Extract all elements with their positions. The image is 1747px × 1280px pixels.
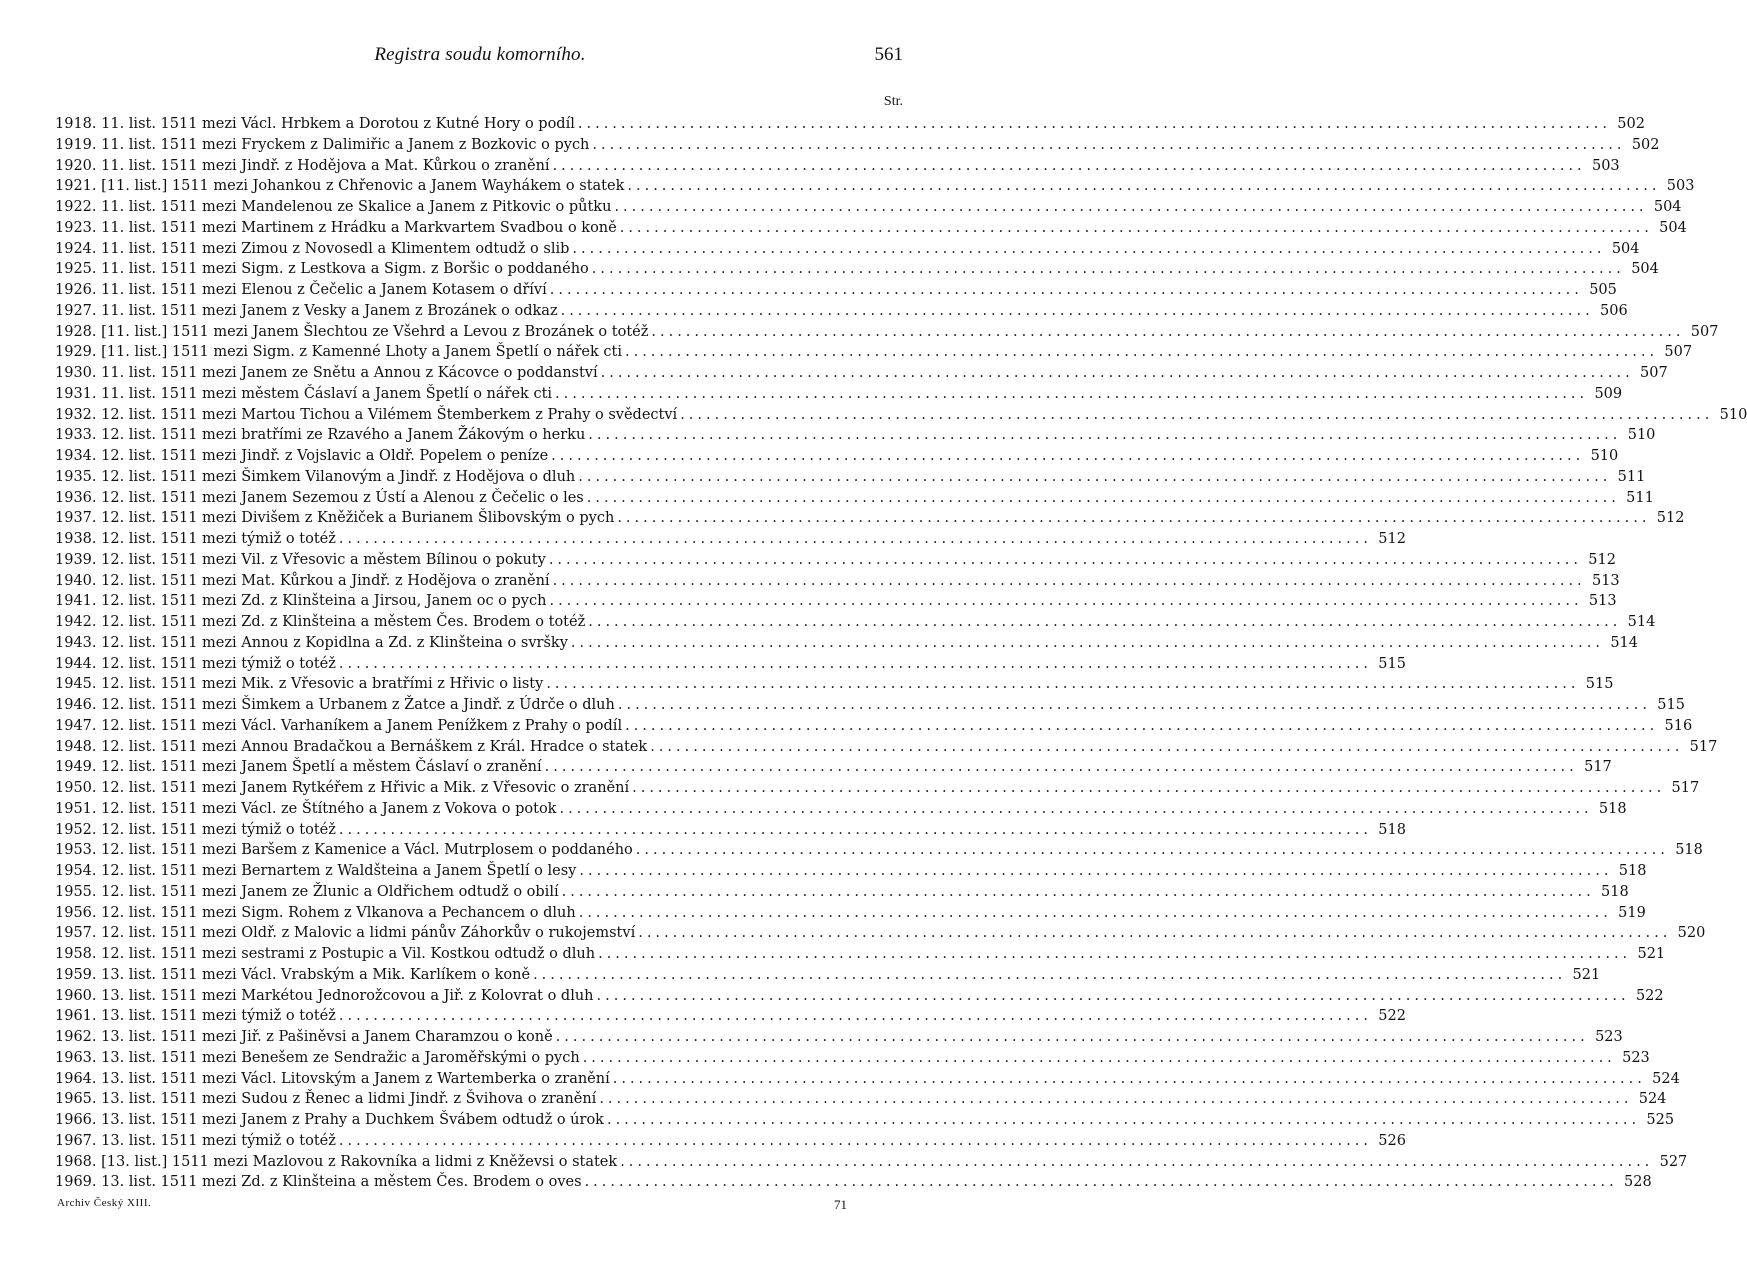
- register-entry: [55, 946, 1666, 967]
- entry-text: 1936. 12. list. 1511 mezi Janem Sezemou z Ústí a Alenou z Čečelic o les: [55, 489, 584, 506]
- dot-leader: ........................................................................................................................: [586, 489, 1620, 506]
- entry-page: 511: [1617, 468, 1646, 485]
- entry-text: 1967. 13. list. 1511 mezi týmiž o totéž: [55, 1132, 336, 1149]
- dot-leader: ........................................................................................................................: [619, 219, 1653, 236]
- entry-page: 510: [1590, 448, 1619, 464]
- register-entry: [55, 1174, 1652, 1195]
- dot-leader: ........................................................................................................................: [650, 738, 1684, 755]
- entry-text: 1956. 12. list. 1511 mezi Sigm. Rohem z Vlkanova a Pechancem o dluh: [55, 904, 576, 921]
- entry-text: 1919. 11. list. 1511 mezi Fryckem z Dalimiřic a Janem z Bozkovic o pych: [55, 136, 590, 153]
- register-entry: [55, 987, 1664, 1009]
- entry-text: 1954. 12. list. 1511 mezi Bernartem z Waldšteina a Janem Špetlí o lesy: [55, 863, 577, 879]
- dot-leader: ........................................................................................................................: [578, 468, 1612, 485]
- dot-leader: ........................................................................................................................: [651, 323, 1685, 340]
- entry-text: 1932. 12. list. 1511 mezi Martou Tichou a Vilémem Štemberkem z Prahy o svědectví: [55, 406, 678, 423]
- entry-page: 512: [1656, 510, 1685, 527]
- register-entry: [55, 136, 1660, 158]
- register-entry: [55, 759, 1612, 780]
- dot-leader: ........................................................................................................................: [578, 904, 1612, 921]
- entry-page: 506: [1600, 302, 1628, 319]
- dot-leader: ........................................................................................................................: [600, 365, 1634, 381]
- register-entry: [55, 385, 1623, 407]
- register-entry: [55, 1112, 1675, 1133]
- register-entry: [55, 302, 1628, 324]
- entry-text: 1939. 12. list. 1511 mezi Vil. z Vřesovic a městem Bílinou o pokuty: [55, 551, 546, 568]
- dot-leader: ........................................................................................................................: [555, 385, 1589, 402]
- register-entry: [55, 800, 1627, 822]
- entry-page: 518: [1601, 883, 1629, 900]
- entry-page: 505: [1589, 282, 1617, 298]
- entry-page: 528: [1624, 1174, 1652, 1191]
- entry-text: 1951. 12. list. 1511 mezi Václ. ze Štítného a Janem z Vokova o potok: [55, 800, 557, 817]
- register-entry: [55, 883, 1629, 905]
- page-column-heading: Str.: [883, 94, 903, 109]
- register-entry: [55, 1132, 1406, 1154]
- entry-text: 1964. 13. list. 1511 mezi Václ. Litovským a Janem z Wartemberka o zranění: [55, 1070, 610, 1087]
- register-entry: [55, 572, 1620, 594]
- dot-leader: ........................................................................................................................: [533, 966, 1567, 983]
- dot-leader: ........................................................................................................................: [338, 821, 1372, 838]
- entry-text: 1941. 12. list. 1511 mezi Zd. z Klinšteina a Jirsou, Janem oc o pych: [55, 593, 547, 610]
- entry-text: 1944. 12. list. 1511 mezi týmiž o totéž: [55, 655, 336, 672]
- entry-page: 516: [1664, 717, 1693, 734]
- entry-text: 1940. 12. list. 1511 mezi Mat. Kůrkou a Jindř. z Hodějova o zranění: [55, 572, 550, 589]
- register-entry: [55, 116, 1645, 137]
- register-entry: [55, 344, 1693, 365]
- register-entry: [55, 1153, 1688, 1175]
- entry-text: 1922. 11. list. 1511 mezi Mandelenou ze Skalice a Janem z Pitkovic o půtku: [55, 199, 612, 215]
- register-entry: [55, 510, 1685, 531]
- dot-leader: ........................................................................................................................: [551, 448, 1585, 464]
- dot-leader: ........................................................................................................................: [614, 199, 1648, 215]
- register-entry: [55, 178, 1695, 199]
- entry-text: 1935. 12. list. 1511 mezi Šimkem Vilanovým a Jindř. z Hodějova o dluh: [55, 468, 576, 485]
- entry-page: 510: [1719, 406, 1747, 423]
- entry-text: 1959. 13. list. 1511 mezi Václ. Vrabským a Mik. Karlíkem o koně: [55, 966, 531, 983]
- entry-page: 522: [1378, 1008, 1406, 1025]
- entry-page: 507: [1690, 323, 1719, 340]
- entry-page: 513: [1588, 593, 1617, 610]
- entry-text: 1948. 12. list. 1511 mezi Annou Bradačkou a Bernáškem z Král. Hradce o statek: [55, 738, 648, 755]
- dot-leader: ........................................................................................................................: [599, 1091, 1633, 1108]
- register-entry: [55, 1029, 1623, 1050]
- dot-leader: ........................................................................................................................: [572, 240, 1606, 257]
- entry-text: 1955. 12. list. 1511 mezi Janem ze Žlunic a Oldřichem odtudž o obilí: [55, 883, 559, 900]
- dot-leader: ........................................................................................................................: [624, 344, 1659, 361]
- entry-page: 503: [1591, 157, 1620, 174]
- entry-page: 507: [1664, 344, 1693, 361]
- entry-page: 518: [1598, 800, 1627, 817]
- register-entry: [55, 240, 1640, 262]
- entry-text: 1945. 12. list. 1511 mezi Mik. z Vřesovic a bratřími z Hřivic o listy: [55, 676, 544, 693]
- register-entry: [55, 468, 1646, 490]
- entry-page: 502: [1631, 136, 1660, 153]
- dot-leader: ........................................................................................................................: [549, 593, 1583, 610]
- dot-leader: ........................................................................................................................: [620, 1153, 1654, 1170]
- register-entry: [55, 925, 1706, 946]
- entry-page: 515: [1378, 655, 1406, 672]
- entry-page: 521: [1572, 966, 1601, 983]
- register-entry: [55, 261, 1659, 282]
- dot-leader: ........................................................................................................................: [596, 987, 1630, 1004]
- entry-page: 509: [1594, 385, 1623, 402]
- entry-page: 518: [1378, 821, 1406, 838]
- entry-page: 519: [1618, 904, 1646, 921]
- dot-leader: ........................................................................................................................: [577, 116, 1611, 132]
- register-entry: [55, 634, 1638, 656]
- page-footer: [57, 1197, 847, 1217]
- register-entry: [55, 323, 1719, 345]
- dot-leader: ........................................................................................................................: [559, 800, 1593, 817]
- entry-text: 1928. [11. list.] 1511 mezi Janem Šlechtou ze Všehrd a Levou z Brozánek o totéž: [55, 323, 649, 340]
- register-entry: [55, 282, 1617, 303]
- dot-leader: ........................................................................................................................: [606, 1112, 1641, 1128]
- dot-leader: ........................................................................................................................: [555, 1029, 1589, 1045]
- entry-page: 521: [1637, 946, 1666, 962]
- entry-page: 520: [1677, 925, 1706, 942]
- register-entry: [55, 842, 1703, 863]
- register-entry: [55, 780, 1700, 801]
- entry-text: 1937. 12. list. 1511 mezi Divišem z Kněžiček a Burianem Šlibovským o pych: [55, 510, 615, 527]
- entry-text: 1926. 11. list. 1511 mezi Elenou z Čečelic a Janem Kotasem o dříví: [55, 282, 547, 298]
- entry-page: 523: [1595, 1029, 1623, 1045]
- entry-text: 1966. 13. list. 1511 mezi Janem z Prahy a Duchkem Švábem odtudž o úrok: [55, 1112, 604, 1128]
- dot-leader: ........................................................................................................................: [635, 842, 1669, 859]
- register-entry: [55, 199, 1682, 220]
- register-entry: [55, 1008, 1406, 1029]
- entry-page: 504: [1611, 240, 1640, 257]
- dot-leader: ........................................................................................................................: [638, 925, 1672, 942]
- dot-leader: ........................................................................................................................: [612, 1070, 1646, 1087]
- dot-leader: ........................................................................................................................: [560, 302, 1594, 319]
- register-entry: [55, 676, 1614, 697]
- entry-page: 512: [1378, 531, 1406, 547]
- register-entry: [55, 365, 1668, 386]
- register-entry: [55, 697, 1685, 718]
- entry-page: 514: [1610, 634, 1638, 651]
- dot-leader: ........................................................................................................................: [582, 1049, 1616, 1066]
- dot-leader: ........................................................................................................................: [632, 780, 1666, 796]
- entry-text: 1962. 13. list. 1511 mezi Jiř. z Pašiněvsi a Janem Charamzou o koně: [55, 1029, 553, 1045]
- entry-page: 518: [1675, 842, 1703, 859]
- entry-page: 504: [1631, 261, 1659, 278]
- entry-page: 526: [1378, 1132, 1406, 1149]
- dot-leader: ........................................................................................................................: [546, 676, 1580, 693]
- entry-page: 515: [1585, 676, 1614, 693]
- dot-leader: ........................................................................................................................: [561, 883, 1595, 900]
- entry-page: 503: [1666, 178, 1695, 195]
- entry-text: 1969. 13. list. 1511 mezi Zd. z Klinšteina a městem Čes. Brodem o oves: [55, 1174, 582, 1191]
- dot-leader: ........................................................................................................................: [680, 406, 1714, 423]
- entry-text: 1931. 11. list. 1511 mezi městem Čáslaví a Janem Špetlí o nářek cti: [55, 385, 553, 402]
- register-entry: [55, 406, 1747, 428]
- entry-page: 517: [1689, 738, 1718, 755]
- entry-text: 1929. [11. list.] 1511 mezi Sigm. z Kamenné Lhoty a Janem Špetlí o nářek cti: [55, 344, 622, 361]
- entry-text: 1957. 12. list. 1511 mezi Oldř. z Malovic a lidmi pánův Záhorkův o rukojemství: [55, 925, 636, 942]
- dot-leader: ........................................................................................................................: [549, 282, 1583, 298]
- entry-page: 527: [1659, 1153, 1688, 1170]
- register-entry: [55, 655, 1406, 677]
- register-entry: [55, 904, 1646, 926]
- dot-leader: ........................................................................................................................: [338, 1132, 1372, 1149]
- entry-text: 1965. 13. list. 1511 mezi Sudou z Řenec a lidmi Jindř. z Švihova o zranění: [55, 1091, 597, 1108]
- entry-text: 1943. 12. list. 1511 mezi Annou z Kopidlna a Zd. z Klinšteina o svršky: [55, 634, 568, 651]
- register-entry: [55, 593, 1617, 614]
- dot-leader: ........................................................................................................................: [584, 1174, 1618, 1191]
- register-entry: [55, 717, 1693, 739]
- entry-page: 510: [1627, 427, 1656, 444]
- entry-page: 525: [1646, 1112, 1675, 1128]
- register-entry: [55, 1049, 1650, 1071]
- dot-leader: ........................................................................................................................: [625, 717, 1659, 734]
- dot-leader: ........................................................................................................................: [592, 136, 1626, 153]
- register-entry: [55, 489, 1654, 511]
- entry-page: 502: [1617, 116, 1645, 132]
- register-entry: [55, 738, 1718, 760]
- entry-text: 1952. 12. list. 1511 mezi týmiž o totéž: [55, 821, 336, 838]
- register-entry: [55, 157, 1620, 179]
- dot-leader: ........................................................................................................................: [570, 634, 1604, 651]
- entry-text: 1927. 11. list. 1511 mezi Janem z Vesky a Janem z Brozánek o odkaz: [55, 302, 558, 319]
- dot-leader: ........................................................................................................................: [617, 510, 1651, 527]
- entry-text: 1950. 12. list. 1511 mezi Janem Rytkéřem z Hřivic a Mik. z Vřesovic o zranění: [55, 780, 630, 796]
- entry-text: 1961. 13. list. 1511 mezi týmiž o totéž: [55, 1008, 336, 1025]
- entry-page: 524: [1652, 1070, 1680, 1087]
- entry-page: 504: [1659, 219, 1687, 236]
- entry-page: 514: [1627, 614, 1656, 630]
- entry-page: 522: [1635, 987, 1664, 1004]
- dot-leader: ........................................................................................................................: [338, 531, 1372, 547]
- dot-leader: ........................................................................................................................: [591, 261, 1625, 278]
- page-number: 561: [874, 44, 903, 65]
- register-entry: [55, 531, 1406, 552]
- register-entry: [55, 614, 1656, 635]
- dot-leader: ........................................................................................................................: [627, 178, 1661, 195]
- entry-page: 517: [1671, 780, 1700, 796]
- entry-page: 523: [1622, 1049, 1650, 1066]
- entry-page: 524: [1638, 1091, 1667, 1108]
- entry-text: 1963. 13. list. 1511 mezi Benešem ze Sendražic a Jaroměřskými o pych: [55, 1049, 580, 1066]
- entry-text: 1958. 12. list. 1511 mezi sestrami z Postupic a Vil. Kostkou odtudž o dluh: [55, 946, 596, 962]
- register-entry: [55, 551, 1616, 573]
- register-entry: [55, 966, 1601, 988]
- register-entry: [55, 1091, 1667, 1112]
- entry-text: 1918. 11. list. 1511 mezi Václ. Hrbkem a Dorotou z Kutné Hory o podíl: [55, 116, 575, 132]
- register-entry: [55, 448, 1619, 469]
- entry-page: 517: [1584, 759, 1612, 776]
- dot-leader: ........................................................................................................................: [617, 697, 1651, 713]
- entry-text: 1953. 12. list. 1511 mezi Baršem z Kamenice a Václ. Mutrplosem o poddaného: [55, 842, 633, 859]
- entry-page: 515: [1657, 697, 1685, 713]
- entry-text: 1947. 12. list. 1511 mezi Václ. Varhaníkem a Janem Penížkem z Prahy o podíl: [55, 717, 623, 734]
- entry-text: 1960. 13. list. 1511 mezi Markétou Jednorožcovou a Jiř. z Kolovrat o dluh: [55, 987, 594, 1004]
- entry-text: 1921. [11. list.] 1511 mezi Johankou z Chřenovic a Janem Wayhákem o statek: [55, 178, 625, 195]
- entry-page: 512: [1588, 551, 1616, 568]
- entry-text: 1949. 12. list. 1511 mezi Janem Špetlí a městem Čáslaví o zranění: [55, 759, 542, 776]
- dot-leader: ........................................................................................................................: [338, 655, 1372, 672]
- entry-page: 513: [1591, 572, 1620, 589]
- dot-leader: ........................................................................................................................: [544, 759, 1578, 776]
- dot-leader: ........................................................................................................................: [579, 863, 1613, 879]
- running-head: [0, 40, 960, 70]
- register-entry: [55, 821, 1406, 843]
- entry-text: 1920. 11. list. 1511 mezi Jindř. z Hodějova a Mat. Kůrkou o zranění: [55, 157, 550, 174]
- entry-page: 507: [1640, 365, 1668, 381]
- dot-leader: ........................................................................................................................: [552, 157, 1586, 174]
- running-title: Registra soudu komorního.: [374, 44, 586, 65]
- entry-text: 1946. 12. list. 1511 mezi Šimkem a Urbanem z Žatce a Jindř. z Údrče o dluh: [55, 697, 615, 713]
- dot-leader: ........................................................................................................................: [338, 1008, 1372, 1025]
- register-entry: [55, 1070, 1680, 1092]
- entry-page: 504: [1653, 199, 1682, 215]
- dot-leader: ........................................................................................................................: [588, 427, 1622, 444]
- entry-text: 1933. 12. list. 1511 mezi bratřími ze Rzavého a Janem Žákovým o herku: [55, 427, 586, 444]
- entry-text: 1934. 12. list. 1511 mezi Jindř. z Vojslavic a Oldř. Popelem o peníze: [55, 448, 549, 464]
- entry-page: 518: [1618, 863, 1647, 879]
- entry-text: 1924. 11. list. 1511 mezi Zimou z Novosedl a Klimentem odtudž o slib: [55, 240, 570, 257]
- entry-text: 1930. 11. list. 1511 mezi Janem ze Snětu a Annou z Kácovce o poddanství: [55, 365, 598, 381]
- register-entries: [55, 116, 1747, 1195]
- register-entry: [55, 427, 1656, 448]
- entry-text: 1925. 11. list. 1511 mezi Sigm. z Lestkova a Sigm. z Boršic o poddaného: [55, 261, 589, 278]
- entry-page: 511: [1626, 489, 1654, 506]
- entry-text: 1968. [13. list.] 1511 mezi Mazlovou z Rakovníka a lidmi z Kněževsi o statek: [55, 1153, 618, 1170]
- sheet-number: 71: [834, 1197, 847, 1212]
- entry-text: 1942. 12. list. 1511 mezi Zd. z Klinšteina a městem Čes. Brodem o totéž: [55, 614, 586, 630]
- register-entry: [55, 863, 1647, 884]
- entry-text: 1938. 12. list. 1511 mezi týmiž o totéž: [55, 531, 336, 547]
- dot-leader: ........................................................................................................................: [552, 572, 1586, 589]
- register-entry: [55, 219, 1687, 241]
- dot-leader: ........................................................................................................................: [588, 614, 1622, 630]
- entry-text: 1923. 11. list. 1511 mezi Martinem z Hrádku a Markvartem Svadbou o koně: [55, 219, 617, 236]
- dot-leader: ........................................................................................................................: [598, 946, 1632, 962]
- printer-signature: Archiv Český XIII.: [57, 1197, 152, 1209]
- dot-leader: ........................................................................................................................: [548, 551, 1582, 568]
